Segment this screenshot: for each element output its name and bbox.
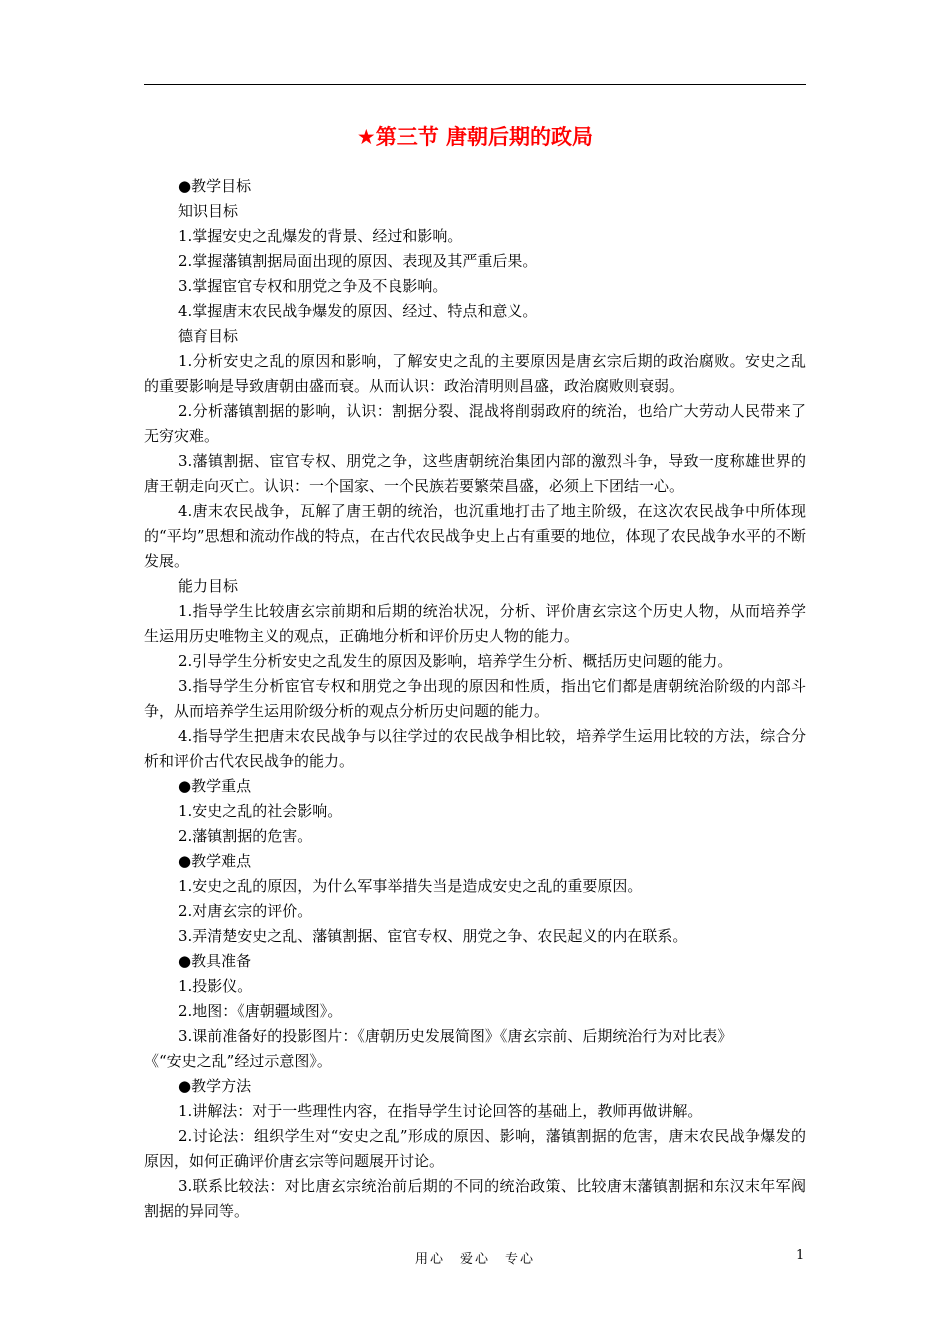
teaching-method-item: 2.讨论法：组织学生对“安史之乱”形成的原因、影响，藩镇割据的危害，唐末农民战争爆发的原因，如何正确评价唐玄宗等问题展开讨论。	[144, 1127, 806, 1170]
moral-goal-item: 3.藩镇割据、宦官专权、朋党之争，这些唐朝统治集团内部的激烈斗争，导致一度称雄世界的唐王朝走向灭亡。认识：一个国家、一个民族若要繁荣昌盛，必须上下团结一心。	[144, 452, 806, 495]
ability-goal-item: 1.指导学生比较唐玄宗前期和后期的统治状况，分析、评价唐玄宗这个历史人物，从而培养学生运用历史唯物主义的观点，正确地分析和评价历史人物的能力。	[144, 602, 806, 645]
heading-teaching-aids: ●教具准备	[178, 952, 252, 970]
page-number: 1	[796, 1248, 805, 1263]
heading-teaching-methods: ●教学方法	[178, 1077, 252, 1095]
key-point-item: 1.安史之乱的社会影响。	[178, 802, 343, 820]
heading-teaching-goals: ●教学目标	[178, 177, 252, 195]
difficult-point-item: 1.安史之乱的原因，为什么军事举措失当是造成安史之乱的重要原因。	[178, 877, 643, 895]
key-point-item: 2.藩镇割据的危害。	[178, 827, 313, 845]
header-rule	[144, 84, 806, 85]
moral-goal-item: 2.分析藩镇割据的影响，认识：割据分裂、混战将削弱政府的统治，也给广大劳动人民带来了无穷灾难。	[144, 402, 806, 445]
heading-key-points: ●教学重点	[178, 777, 252, 795]
knowledge-goal-item: 3.掌握宦官专权和朋党之争及不良影响。	[178, 277, 448, 295]
footer-motto: 用心 爱心 专心	[414, 1252, 535, 1267]
section-title: ★第三节 唐朝后期的政局	[356, 125, 594, 149]
subheading-ability-goals: 能力目标	[178, 577, 239, 595]
teaching-method-item: 1.讲解法：对于一些理性内容，在指导学生讨论回答的基础上，教师再做讲解。	[178, 1102, 703, 1120]
ability-goal-item: 4.指导学生把唐末农民战争与以往学过的农民战争相比较，培养学生运用比较的方法，综合分析和评价古代农民战争的能力。	[144, 727, 806, 770]
subheading-knowledge-goals: 知识目标	[178, 202, 239, 220]
ability-goal-item: 3.指导学生分析宦官专权和朋党之争出现的原因和性质，指出它们都是唐朝统治阶级的内部斗争，从而培养学生运用阶级分析的观点分析历史问题的能力。	[144, 677, 806, 720]
teaching-aid-item-continuation: 《“安史之乱”经过示意图》。	[144, 1052, 332, 1070]
teaching-aid-item: 1.投影仪。	[178, 977, 253, 995]
knowledge-goal-item: 1.掌握安史之乱爆发的背景、经过和影响。	[178, 227, 463, 245]
moral-goal-item: 1.分析安史之乱的原因和影响，了解安史之乱的主要原因是唐玄宗后期的政治腐败。安史之乱的重要影响是导致唐朝由盛而衰。从而认识：政治清明则昌盛，政治腐败则衰弱。	[144, 352, 806, 395]
teaching-aid-item: 3.课前准备好的投影图片：《唐朝历史发展简图》《唐玄宗前、后期统治行为对比表》	[178, 1027, 733, 1045]
teaching-aid-item: 2.地图：《唐朝疆域图》。	[178, 1002, 343, 1020]
moral-goal-item: 4.唐末农民战争，瓦解了唐王朝的统治，也沉重地打击了地主阶级，在这次农民战争中所体现的“平均”思想和流动作战的特点，在古代农民战争史上占有重要的地位，体现了农民战争水平的不断发展。	[144, 502, 806, 570]
difficult-point-item: 2.对唐玄宗的评价。	[178, 902, 313, 920]
heading-difficult-points: ●教学难点	[178, 852, 252, 870]
ability-goal-item: 2.引导学生分析安史之乱发生的原因及影响，培养学生分析、概括历史问题的能力。	[178, 652, 733, 670]
teaching-method-item: 3.联系比较法：对比唐玄宗统治前后期的不同的统治政策、比较唐末藩镇割据和东汉末年军阀割据的异同等。	[144, 1177, 806, 1220]
difficult-point-item: 3.弄清楚安史之乱、藩镇割据、宦官专权、朋党之争、农民起义的内在联系。	[178, 927, 688, 945]
knowledge-goal-item: 4.掌握唐末农民战争爆发的原因、经过、特点和意义。	[178, 302, 538, 320]
knowledge-goal-item: 2.掌握藩镇割据局面出现的原因、表现及其严重后果。	[178, 252, 538, 270]
document-body	[144, 174, 806, 1224]
subheading-moral-goals: 德育目标	[178, 327, 239, 345]
